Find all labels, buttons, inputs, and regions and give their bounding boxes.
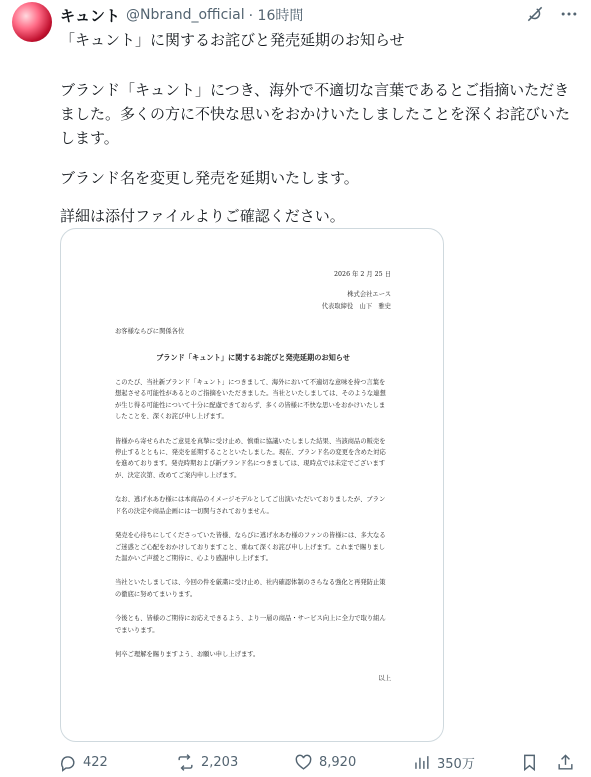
repost-count: 2,203 bbox=[201, 754, 239, 770]
tweet-text bbox=[60, 30, 575, 246]
share-icon bbox=[556, 753, 575, 772]
doc-date: 2026 年 2 月 25 日 bbox=[334, 271, 391, 278]
doc-paragraph: 何卒ご理解を賜りますよう、お願い申し上げます。 bbox=[115, 650, 260, 658]
display-name[interactable]: キュント bbox=[60, 6, 121, 25]
avatar[interactable] bbox=[12, 2, 52, 42]
doc-signer: 代表取締役 山下 雅史 bbox=[321, 302, 391, 310]
tweet-line: ブランド「キュント」につき、海外で不適切な言葉であるとご指摘いただきました。多くの方に不快な思いをおかけいたしましたことを深くお詫びいたします。 bbox=[60, 81, 571, 147]
like-icon bbox=[294, 753, 313, 772]
share-button[interactable] bbox=[556, 753, 575, 772]
doc-company: 株式会社エース bbox=[347, 291, 391, 299]
repost-button[interactable] bbox=[176, 753, 238, 772]
reply-button[interactable] bbox=[58, 753, 108, 772]
attached-document-image[interactable] bbox=[60, 228, 444, 742]
doc-paragraph: 発売を心待ちにしてくださっていた皆様、ならびに逃げ水あむ様のファンの皆様には、多大なるご迷惑とご心配をおかけしておりますこと、重ねて深くお詫び申し上げます。これまで賜りました温かいご声援とご期待に、心より感謝申し上げます。 bbox=[115, 532, 386, 562]
views-icon bbox=[412, 753, 431, 772]
bookmark-button[interactable] bbox=[520, 753, 539, 772]
views-button[interactable] bbox=[412, 753, 475, 772]
timestamp[interactable]: · 16時間 bbox=[248, 8, 304, 24]
doc-paragraph: 今後とも、皆様のご期待にお応えできるよう、より一層の商品・サービス向上に全力で取り組んでまいります。 bbox=[115, 615, 386, 634]
tweet-header bbox=[60, 4, 579, 26]
views-count: 350万 bbox=[437, 756, 475, 772]
more-icon[interactable] bbox=[559, 4, 579, 24]
bookmark-icon bbox=[520, 753, 539, 772]
like-button[interactable] bbox=[294, 753, 356, 772]
doc-paragraph: なお、逃げ水あむ様には本商品のイメージモデルとしてご出演いただいておりましたが、ブランド名の決定や商品企画には一切関与されておりません。 bbox=[115, 496, 386, 515]
repost-icon bbox=[176, 753, 195, 772]
action-bar bbox=[58, 750, 575, 774]
reply-count: 422 bbox=[83, 754, 108, 770]
doc-paragraph: このたび、当社新ブランド「キュント」につきまして、海外において不適切な意味を持つ言葉を想起させる可能性があるとのご指摘をいただきました。当社といたしましては、そのような連想が生じ得る可能性について十分に配慮できておらず、多くの皆様に不快な思いをおかけいたしましたことを、深くお詫び申し上げます。 bbox=[115, 379, 386, 421]
document-content bbox=[115, 269, 391, 685]
grok-icon[interactable] bbox=[525, 4, 545, 24]
doc-paragraph: 当社といたしましては、今回の件を厳粛に受け止め、社内確認体制のさらなる強化と再発防止策の徹底に努めてまいります。 bbox=[115, 579, 386, 598]
like-count: 8,920 bbox=[319, 754, 357, 770]
doc-closing: 以上 bbox=[378, 675, 391, 683]
doc-addressee: お客様ならびに関係各位 bbox=[115, 328, 185, 336]
tweet-line: 詳細は添付ファイルよりご確認ください。 bbox=[60, 207, 345, 225]
doc-title: ブランド「キュント」に関するお詫びと発売延期のお知らせ bbox=[156, 352, 350, 362]
tweet-line: 「キュント」に関するお詫びと発売延期のお知らせ bbox=[60, 31, 405, 49]
user-handle[interactable]: @Nbrand_official bbox=[126, 7, 245, 23]
doc-paragraph: 皆様から寄せられたご意見を真摯に受け止め、慎重に協議いたしました結果、当該商品の販売を停止するとともに、発売を延期することといたしました。現在、ブランド名の変更を含めた対応を進めております。発売時期および新ブランド名につきましては、現時点では未定でございますが、決定次第、改めてご案内申し上げます。 bbox=[115, 437, 386, 479]
reply-icon bbox=[58, 753, 77, 772]
tweet-line: ブランド名を変更し発売を延期いたします。 bbox=[60, 169, 359, 187]
